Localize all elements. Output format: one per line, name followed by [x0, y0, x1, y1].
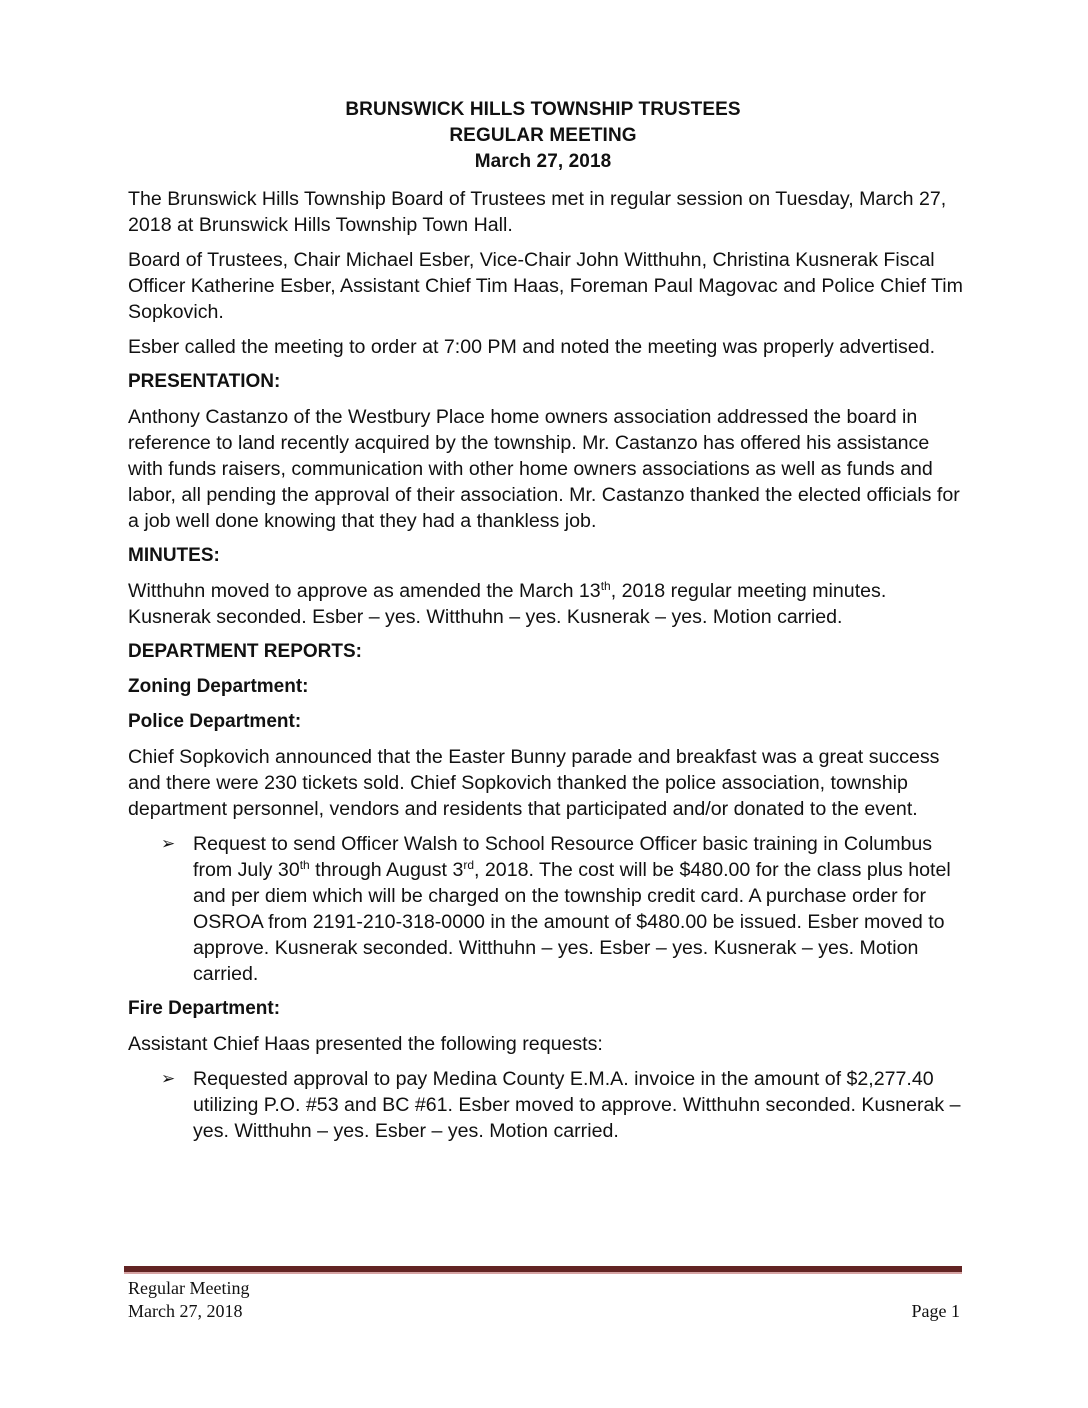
title-line-date: March 27, 2018: [474, 151, 612, 172]
arrow-bullet-icon: ➢: [161, 834, 176, 853]
intro-session-paragraph: The Brunswick Hills Township Board of Trustees met in regular session on Tuesday, March 27, 2018 at Brunswick Hills Township Town Hall.: [128, 188, 947, 236]
fire-report-paragraph: Assistant Chief Haas presented the following requests:: [128, 1033, 603, 1055]
fire-department-heading: Fire Department:: [128, 998, 281, 1019]
page-footer: [128, 1277, 962, 1323]
minutes-text-b: , 2018 regular meeting minutes. Kusnerak seconded. Esber – yes. Witthuhn – yes. Kusnerak – yes. Motion carried.: [128, 580, 887, 628]
call-to-order-paragraph: Esber called the meeting to order at 7:00 PM and noted the meeting was properly advertised.: [128, 336, 936, 358]
fire-bullet-text: Requested approval to pay Medina County E.M.A. invoice in the amount of $2,277.40 utilizing P.O. #53 and BC #61. Esber moved to approve. Witthuhn seconded. Kusnerak – yes. Witthuhn – yes. Esber – yes. Motion carried.: [193, 1068, 961, 1142]
police-bullet-text-a: Request to send Officer Walsh to School Resource Officer basic training in Columbus from July 30: [193, 833, 933, 881]
document-body: [128, 97, 968, 1144]
police-bullet-sup-1: th: [299, 858, 310, 872]
presentation-heading: PRESENTATION:: [128, 371, 281, 392]
presentation-paragraph: Anthony Castanzo of the Westbury Place home owners association addressed the board in reference to land recently acquired by the township. Mr. Castanzo has offered his assistance with funds raisers, communication with other home owners associations as well as funds and labor, all pending the approval of their association. Mr. Castanzo thanked the elected officials for a job well done knowing that they had a thankless job.: [128, 406, 960, 532]
minutes-paragraph: [128, 578, 968, 630]
title-line-org: BRUNSWICK HILLS TOWNSHIP TRUSTEES: [345, 99, 741, 120]
minutes-heading: MINUTES:: [128, 545, 220, 566]
footer-date: March 27, 2018: [128, 1301, 243, 1321]
department-reports-heading: DEPARTMENT REPORTS:: [128, 641, 362, 662]
arrow-bullet-icon: ➢: [161, 1069, 176, 1088]
police-report-paragraph: Chief Sopkovich announced that the Easter Bunny parade and breakfast was a great success and there were 230 tickets sold. Chief Sopkovich thanked the police association, township department personnel, vendors and residents that participated and/or donated to the event.: [128, 746, 940, 820]
title-line-meeting-type: REGULAR MEETING: [449, 125, 637, 146]
intro-attendees-paragraph: Board of Trustees, Chair Michael Esber, Vice-Chair John Witthuhn, Christina Kusnerak Fiscal Officer Katherine Esber, Assistant Chief Tim Haas, Foreman Paul Magovac and Police Chief Tim Sopkovich.: [128, 249, 963, 323]
footer-divider: [124, 1266, 962, 1274]
zoning-department-heading: Zoning Department:: [128, 676, 309, 697]
police-request-bullet: [128, 831, 968, 987]
footer-meeting-label: Regular Meeting: [128, 1278, 250, 1298]
minutes-text-a: Witthuhn moved to approve as amended the March 13: [128, 580, 601, 602]
document-title: [118, 97, 968, 175]
fire-request-bullet: [128, 1066, 968, 1144]
footer-page-number: Page 1: [911, 1301, 960, 1321]
police-bullet-text-b: through August 3: [309, 859, 464, 881]
minutes-sup: th: [600, 579, 611, 593]
police-department-heading: Police Department:: [128, 711, 302, 732]
police-bullet-text-c: , 2018. The cost will be $480.00 for the class plus hotel and per diem which will be charged on the township credit card. A purchase order for OSROA from 2191-210-318-0000 in the amount of $480.00 be issued. Esber moved to approve. Kusnerak seconded. Witthuhn – yes. Esber – yes. Kusnerak – yes. Motion carried.: [193, 859, 951, 985]
police-bullet-sup-2: rd: [463, 858, 475, 872]
